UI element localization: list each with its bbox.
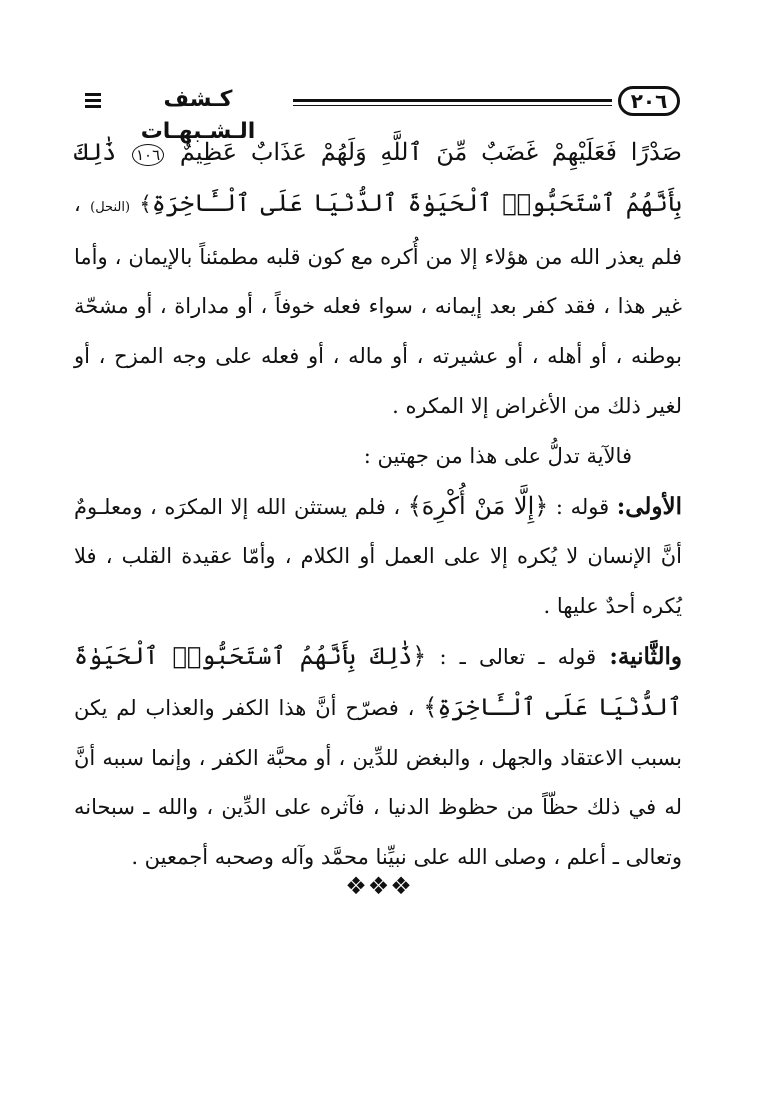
- header-rule: [285, 99, 612, 102]
- end-of-section-ornament: ❖❖❖: [345, 872, 413, 900]
- book-title: كـشف الـشـبهـات: [103, 84, 293, 116]
- paragraph-text: ، فصرّح أنَّ هذا الكفر والعذاب لم يكن بسبب الاعتقاد والجهل ، والبغض للدِّين ، أو محبَّة الكفر ، وإنما سببه أنَّ له في ذلك حظّاً من حظوظ الدنيا ، فآثره على الدِّين ، والله ـ سبحانه وتعالى ـ أعلم ، وصلى الله على نبيِّنا محمَّد وآله وصحبه أجمعين .: [74, 695, 682, 870]
- paragraph-text: ، فلم يعذر الله من هؤلاء إلا من أُكره مع كون قلبه مطمئناً بالإيمان ، وأما غير هذا ، فقد كفر بعد إيمانه ، سواء فعله خوفاً ، أو مداراة ، أو مشحّة بوطنه ، أو أهله ، أو عشيرته ، أو ماله ، أو فعله على وجه المزح ، أو لغير ذلك من الأغراض إلا المكره .: [74, 191, 682, 418]
- header-ornament-line: [85, 93, 101, 96]
- header-ornament-line: [85, 99, 101, 102]
- header-ornament-line: [85, 105, 101, 108]
- quran-verse: صَدْرًا فَعَلَيْهِمْ غَضَبٌ مِّنَ ٱللَّهِ وَلَهُمْ عَذَابٌ عَظِيمٌ: [179, 138, 682, 166]
- ayah-number-marker: ١٠٦: [132, 144, 164, 166]
- header-rule-thin: [285, 105, 612, 106]
- paragraph-1: [74, 128, 682, 432]
- paragraph-text: ، فلم يستثن الله إلا المكرَه ، ومعلـومٌ أنَّ الإنسان لا يُكره إلا على العمل أو الكلام ، وأمّا عقيدة القلب ، فلا يُكره أحدٌ عليها .: [74, 494, 682, 619]
- verse-close-bracket: ﴾: [139, 191, 152, 216]
- point-label: والثَّانية:: [609, 642, 682, 670]
- paragraph-4: [74, 632, 682, 883]
- page-number: ٢٠٦: [618, 86, 680, 116]
- paragraph-text: قوله ـ تعالى ـ :: [439, 644, 597, 669]
- quran-verse: ذَٰلِكَ بِأَنَّهُمُ ٱسْتَحَبُّوا۟ ٱلْحَيَوٰةَ ٱلدُّنْيَا عَلَى ٱلْـَٔاخِرَةِ: [74, 138, 683, 217]
- paragraph-3: [74, 482, 682, 632]
- page-body: [74, 128, 682, 883]
- surah-reference: (النحل): [90, 199, 131, 215]
- point-label: الأولى:: [616, 492, 682, 520]
- paragraph-2: فالآية تدلُّ على هذا من جهتين :: [363, 443, 632, 468]
- paragraph-text: قوله :: [555, 494, 610, 519]
- running-header: [85, 84, 680, 144]
- quran-verse: ﴿ذَٰلِكَ بِأَنَّهُمُ ٱسْتَحَبُّوا۟ ٱلْحَيَوٰةَ ٱلدُّنْيَا عَلَى ٱلْـَٔاخِرَةِ﴾: [74, 641, 682, 721]
- quran-verse: ﴿إِلَّا مَنْ أُكْرِهَ﴾: [407, 491, 549, 520]
